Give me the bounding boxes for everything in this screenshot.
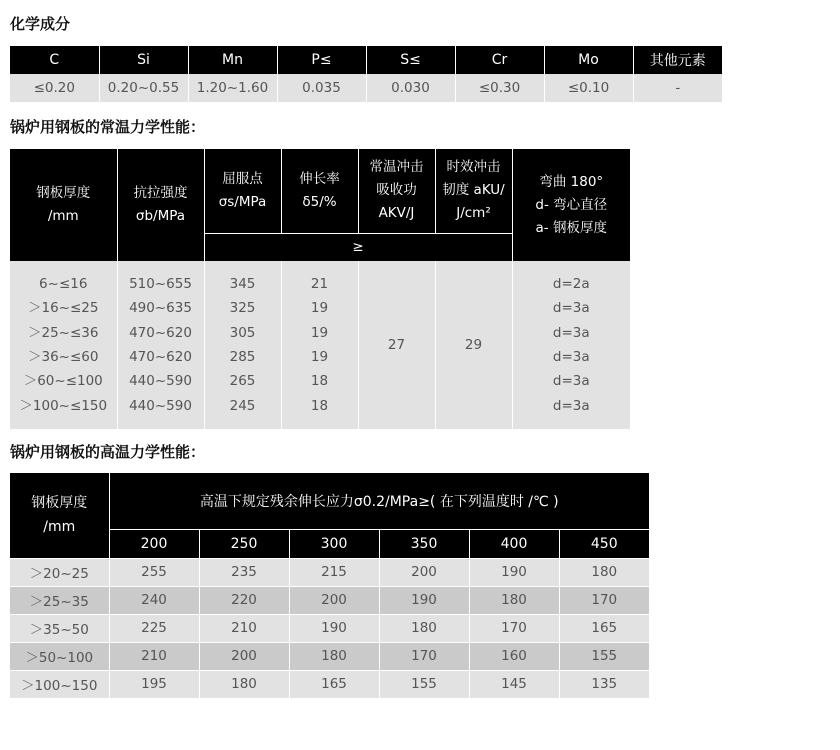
header-thickness bbox=[10, 473, 109, 558]
yield-value: 345 bbox=[229, 275, 256, 292]
table-header-row bbox=[10, 46, 722, 74]
header-si: Si bbox=[99, 46, 188, 74]
header-tensile bbox=[117, 149, 204, 261]
chemical-composition-table bbox=[10, 46, 722, 102]
header-c: C bbox=[10, 46, 99, 74]
header-impact-rt-line1: 常温冲击 bbox=[369, 159, 424, 176]
stress-cell: 200 bbox=[199, 642, 289, 670]
table-header-row bbox=[10, 473, 649, 529]
stress-cell: 180 bbox=[289, 642, 379, 670]
stress-cell: 160 bbox=[469, 642, 559, 670]
stress-cell: 190 bbox=[379, 586, 469, 614]
header-elongation-line1: 伸长率 bbox=[299, 170, 340, 187]
header-thickness-line2: /mm bbox=[43, 519, 76, 536]
thickness-cell: ＞20~25 bbox=[10, 558, 109, 586]
bend-value: d=3a bbox=[552, 300, 590, 317]
yield-column bbox=[204, 261, 281, 429]
table-row bbox=[10, 74, 722, 102]
stress-cell: 165 bbox=[289, 670, 379, 698]
table-row bbox=[10, 261, 630, 429]
thickness-cell: ＞25~35 bbox=[10, 586, 109, 614]
header-bend-line2: d- 弯心直径 bbox=[535, 196, 608, 213]
stress-cell: 170 bbox=[469, 614, 559, 642]
bend-value: d=3a bbox=[552, 349, 590, 365]
high-temp-properties-title: 锅炉用钢板的高温力学性能： bbox=[10, 443, 206, 461]
stress-cell: 155 bbox=[379, 670, 469, 698]
value-p: 0.035 bbox=[277, 74, 366, 102]
header-temp-400: 400 bbox=[469, 529, 559, 558]
table-row bbox=[10, 642, 649, 670]
yield-value: 325 bbox=[229, 300, 256, 317]
tensile-value: 510~655 bbox=[129, 275, 192, 292]
stress-cell: 180 bbox=[559, 558, 649, 586]
thickness-value: ＞25~≤36 bbox=[28, 324, 99, 341]
stress-cell: 200 bbox=[379, 558, 469, 586]
stress-cell: 180 bbox=[199, 670, 289, 698]
yield-value: 285 bbox=[229, 349, 256, 365]
stress-cell: 170 bbox=[559, 586, 649, 614]
table-row bbox=[10, 586, 649, 614]
value-c: ≤0.20 bbox=[10, 74, 99, 102]
stress-cell: 170 bbox=[379, 642, 469, 670]
header-impact-rt-line2: 吸收功 bbox=[376, 182, 417, 199]
thickness-value: ＞60~≤100 bbox=[23, 373, 103, 390]
elongation-value: 19 bbox=[310, 300, 329, 317]
thickness-cell: ＞50~100 bbox=[10, 642, 109, 670]
header-yield-line1: 屈服点 bbox=[222, 170, 263, 187]
header-minimum-symbol: ≥ bbox=[204, 233, 512, 261]
elongation-value: 18 bbox=[310, 373, 329, 390]
header-impact-room-temp bbox=[358, 149, 435, 233]
tensile-value: 490~635 bbox=[129, 300, 192, 317]
header-thickness bbox=[10, 149, 117, 261]
header-temp-200: 200 bbox=[109, 529, 199, 558]
stress-cell: 195 bbox=[109, 670, 199, 698]
stress-cell: 225 bbox=[109, 614, 199, 642]
stress-cell: 180 bbox=[469, 586, 559, 614]
header-yield-line2: σs/MPa bbox=[218, 193, 267, 210]
header-impact-aged bbox=[435, 149, 512, 233]
header-mo: Mo bbox=[544, 46, 633, 74]
chemical-composition-title: 化学成分 bbox=[10, 15, 71, 33]
stress-cell: 145 bbox=[469, 670, 559, 698]
table-header-row bbox=[10, 149, 630, 233]
bend-value: d=2a bbox=[552, 275, 590, 292]
elongation-column bbox=[281, 261, 358, 429]
thickness-cell: ＞100~150 bbox=[10, 670, 109, 698]
header-bend-line3: a- 钢板厚度 bbox=[535, 219, 607, 236]
header-impact-rt-line3: AKV/J bbox=[378, 205, 415, 222]
thickness-value: ＞36~≤60 bbox=[28, 349, 99, 365]
header-tensile-line1: 抗拉强度 bbox=[133, 185, 188, 201]
stress-cell: 190 bbox=[289, 614, 379, 642]
stress-cell: 215 bbox=[289, 558, 379, 586]
stress-cell: 210 bbox=[199, 614, 289, 642]
header-temp-300: 300 bbox=[289, 529, 379, 558]
value-other-elements: - bbox=[633, 74, 722, 102]
header-mn: Mn bbox=[188, 46, 277, 74]
tensile-column bbox=[117, 261, 204, 429]
bend-value: d=3a bbox=[552, 324, 590, 341]
thickness-value: ＞16~≤25 bbox=[28, 300, 99, 317]
header-cr: Cr bbox=[455, 46, 544, 74]
stress-cell: 165 bbox=[559, 614, 649, 642]
header-temp-350: 350 bbox=[379, 529, 469, 558]
stress-cell: 155 bbox=[559, 642, 649, 670]
bend-value: d=3a bbox=[552, 373, 590, 390]
header-impact-aged-line2: 韧度 aKU/ bbox=[442, 182, 505, 199]
stress-cell: 190 bbox=[469, 558, 559, 586]
table-row bbox=[10, 558, 649, 586]
stress-cell: 200 bbox=[289, 586, 379, 614]
high-temp-properties-table bbox=[10, 473, 649, 698]
header-thickness-line1: 钢板厚度 bbox=[36, 185, 91, 201]
header-elongation-line2: δ5/% bbox=[302, 193, 337, 210]
elongation-value: 19 bbox=[310, 349, 329, 365]
yield-value: 305 bbox=[229, 324, 256, 341]
table-row bbox=[10, 670, 649, 698]
bend-value: d=3a bbox=[552, 397, 590, 414]
stress-cell: 210 bbox=[109, 642, 199, 670]
yield-value: 265 bbox=[229, 373, 256, 390]
tensile-value: 470~620 bbox=[129, 324, 192, 341]
tensile-value: 470~620 bbox=[129, 349, 192, 365]
tensile-value: 440~590 bbox=[129, 373, 192, 390]
elongation-value: 19 bbox=[310, 324, 329, 341]
table-row bbox=[10, 614, 649, 642]
header-elongation bbox=[281, 149, 358, 233]
header-tensile-line2: σb/MPa bbox=[135, 208, 186, 224]
header-p: P≤ bbox=[277, 46, 366, 74]
tensile-value: 440~590 bbox=[129, 397, 192, 414]
header-thickness-line2: /mm bbox=[47, 208, 79, 224]
thickness-column bbox=[10, 261, 117, 429]
header-yield bbox=[204, 149, 281, 233]
thickness-value: ＞100~≤150 bbox=[19, 397, 108, 414]
header-temp-250: 250 bbox=[199, 529, 289, 558]
stress-cell: 220 bbox=[199, 586, 289, 614]
header-temp-450: 450 bbox=[559, 529, 649, 558]
header-other-elements: 其他元素 bbox=[633, 46, 722, 74]
bend-column bbox=[512, 261, 630, 429]
value-mn: 1.20~1.60 bbox=[188, 74, 277, 102]
value-cr: ≤0.30 bbox=[455, 74, 544, 102]
elongation-value: 21 bbox=[310, 275, 329, 292]
header-bend bbox=[512, 149, 630, 261]
stress-cell: 135 bbox=[559, 670, 649, 698]
header-thickness-line1: 钢板厚度 bbox=[31, 495, 88, 512]
header-impact-aged-line3: J/cm² bbox=[456, 205, 491, 222]
yield-value: 245 bbox=[229, 397, 256, 414]
stress-cell: 255 bbox=[109, 558, 199, 586]
stress-cell: 180 bbox=[379, 614, 469, 642]
room-temp-properties-title: 锅炉用钢板的常温力学性能： bbox=[10, 118, 206, 136]
value-s: 0.030 bbox=[366, 74, 455, 102]
impact-room-temp-value: 27 bbox=[358, 261, 435, 429]
elongation-value: 18 bbox=[310, 397, 329, 414]
value-si: 0.20~0.55 bbox=[99, 74, 188, 102]
thickness-cell: ＞35~50 bbox=[10, 614, 109, 642]
header-s: S≤ bbox=[366, 46, 455, 74]
header-bend-line1: 弯曲 180° bbox=[539, 173, 604, 190]
stress-cell: 240 bbox=[109, 586, 199, 614]
header-proof-stress: 高温下规定残余伸长应力σ0.2/MPa≥( 在下列温度时 /℃ ) bbox=[109, 473, 649, 529]
value-mo: ≤0.10 bbox=[544, 74, 633, 102]
header-impact-aged-line1: 时效冲击 bbox=[446, 159, 501, 176]
impact-aged-value: 29 bbox=[435, 261, 512, 429]
stress-cell: 235 bbox=[199, 558, 289, 586]
thickness-value: 6~≤16 bbox=[39, 275, 88, 292]
room-temp-properties-table bbox=[10, 149, 630, 429]
